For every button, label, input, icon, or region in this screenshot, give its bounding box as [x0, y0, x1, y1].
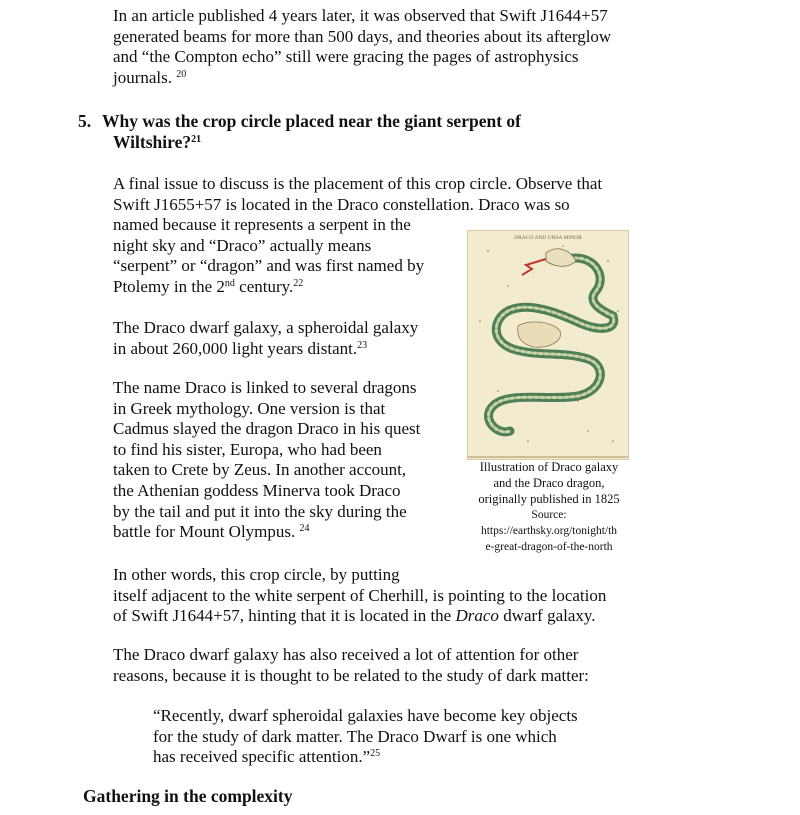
next-section-heading: Gathering in the complexity [83, 786, 293, 806]
text-line [113, 606, 606, 627]
dark-matter-paragraph [113, 645, 589, 686]
other-words-paragraph [113, 565, 606, 627]
text-line: reasons, because it is thought to be related to the study of dark matter: [113, 665, 589, 685]
text-line: itself adjacent to the white serpent of Cherhill, is pointing to the location [113, 585, 607, 605]
section-heading [78, 111, 638, 153]
text-line: to find his sister, Europa, who had been [113, 439, 382, 459]
heading-line: Why was the crop circle placed near the giant serpent of [102, 111, 521, 131]
caption-line: Illustration of Draco galaxy [479, 460, 619, 474]
draco-dwarf-paragraph [113, 318, 418, 359]
footnote-ref: 24 [299, 523, 310, 535]
text-line: A final issue to discuss is the placement of this crop circle. Observe that [113, 174, 603, 193]
text-line: and “the Compton echo” still were gracing the pages of astrophysics [113, 47, 579, 67]
bear-figure [518, 322, 561, 347]
footnote-ref: 22 [293, 277, 304, 289]
text-line: night sky and “Draco” actually means [113, 235, 372, 255]
ordinal-suffix: nd [224, 277, 235, 289]
text-line: Cadmus slayed the dragon Draco in his quest [113, 419, 421, 439]
text-line: In other words, this crop circle, by putting [113, 565, 400, 584]
text-segment: of Swift J1644+57, hinting that it is located in the [113, 606, 456, 626]
dragon-drawing [468, 231, 628, 459]
text-line: In an article published 4 years later, it was observed that Swift J1644+57 [113, 6, 608, 25]
quote-line: “Recently, dwarf spheroidal galaxies have become key objects [153, 706, 578, 725]
text-line: in Greek mythology. One version is that [113, 398, 386, 418]
text-line: The Draco dwarf galaxy has also received a lot of attention for other [113, 645, 579, 664]
text-line: taken to Crete by Zeus. In another account, [113, 460, 407, 480]
illustration-title: DRACO AND URSA MINOR [514, 235, 582, 241]
quote-line [153, 747, 578, 768]
section-number: 5. [78, 111, 92, 131]
text-segment: in about 260,000 light years distant. [113, 338, 358, 358]
text-line: Swift J1655+57 is located in the Draco constellation. Draco was so [113, 194, 570, 214]
text-line: generated beams for more than 500 days, and theories about its afterglow [113, 26, 612, 46]
text-segment: century. [234, 276, 294, 296]
heading-line [78, 132, 638, 153]
text-segment: has received specific attention.” [153, 747, 371, 767]
draco-name-paragraph [113, 378, 420, 543]
text-segment: journals. [113, 67, 173, 87]
block-quote [153, 706, 578, 768]
quote-line: for the study of dark matter. The Draco Dwarf is one which [153, 726, 557, 746]
footnote-ref: 21 [191, 134, 202, 145]
text-segment: dwarf galaxy. [498, 606, 596, 626]
caption-line: Source: [531, 509, 567, 521]
text-line [113, 522, 420, 543]
text-line: The Draco dwarf galaxy, a spheroidal galaxy [113, 318, 419, 337]
text-line: The name Draco is linked to several dragons [113, 378, 417, 397]
intro-paragraph [113, 6, 611, 88]
figure-caption [456, 459, 642, 555]
text-line: the Athenian goddess Minerva took Draco [113, 480, 401, 500]
text-line: “serpent” or “dragon” and was first named by [113, 256, 425, 276]
footnote-ref: 25 [370, 748, 381, 760]
text-line: by the tail and put it into the sky during the [113, 501, 407, 521]
text-line: named because it represents a serpent in the [113, 215, 411, 235]
caption-link: e-great-dragon-of-the-north [485, 541, 613, 553]
text-line [113, 68, 611, 89]
caption-line: and the Draco dragon, [493, 476, 605, 490]
footnote-ref: 23 [357, 339, 368, 351]
italic-term: Draco [455, 606, 499, 626]
text-line [113, 339, 418, 360]
footnote-ref: 20 [176, 68, 187, 80]
caption-link: https://earthsky.org/tonight/th [480, 525, 618, 537]
heading-text: Wiltshire? [113, 132, 192, 152]
text-segment: battle for Mount Olympus. [113, 522, 296, 542]
draco-illustration [467, 230, 629, 460]
text-segment: Ptolemy in the 2 [113, 276, 225, 296]
caption-line: originally published in 1825 [478, 492, 620, 506]
